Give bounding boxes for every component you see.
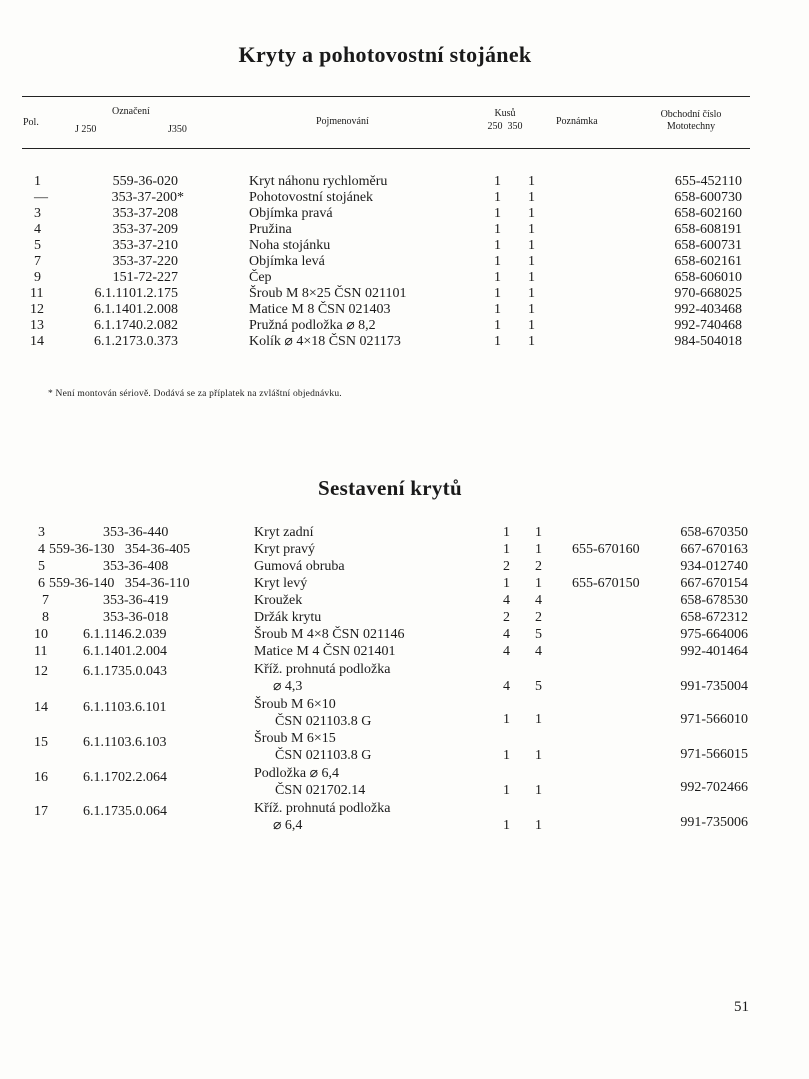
header-j350: J350	[168, 124, 187, 135]
row-pol: 5	[34, 238, 41, 253]
row-code: 353-37-210	[112, 238, 178, 253]
header-oznaceni: Označení	[112, 106, 150, 117]
row-k350: 1	[528, 190, 535, 205]
row-pol: 12	[30, 302, 44, 317]
row-name: Matice M 8 ČSN 021403	[249, 302, 391, 317]
row-k350: 1	[535, 783, 542, 798]
row-name: Noha stojánku	[249, 238, 331, 253]
row-number: 658-602160	[674, 206, 742, 221]
row-pol: —	[34, 190, 48, 205]
row-pol: 7	[42, 593, 49, 608]
row-k250: 1	[494, 286, 501, 301]
row-code: 353-37-208	[112, 206, 178, 221]
row-name: Objímka levá	[249, 254, 325, 269]
row-number: 984-504018	[674, 334, 742, 349]
row-name: Pohotovostní stojánek	[249, 190, 374, 205]
row-name: Podložka ⌀ 6,4	[254, 766, 340, 781]
row-k350: 1	[528, 222, 535, 237]
row-no350: 991-735006	[680, 815, 748, 830]
row-k250: 4	[503, 627, 510, 642]
row-name: Kryt levý	[254, 576, 308, 591]
row-code: 353-36-408	[103, 559, 169, 574]
row-name-line2: ČSN 021702.14	[275, 783, 366, 798]
row-k250: 1	[503, 525, 510, 540]
row-k350: 1	[535, 712, 542, 727]
row-no350: 971-566010	[680, 712, 748, 727]
row-pol: 11	[30, 286, 44, 301]
row-k350: 2	[535, 559, 542, 574]
row-k250: 1	[503, 748, 510, 763]
row-number: 655-452110	[674, 174, 742, 189]
row-name: Čep	[249, 270, 272, 285]
row-pol: 12	[34, 664, 48, 679]
row-name-line2: ⌀ 4,3	[273, 679, 303, 694]
row-number: 992-740468	[674, 318, 742, 333]
row-k250: 1	[503, 818, 510, 833]
row-no350: 975-664006	[680, 627, 748, 642]
row-k350: 1	[535, 748, 542, 763]
header-kusu-cols: 250 350	[487, 121, 523, 132]
row-k350: 4	[535, 644, 542, 659]
row-pol: 13	[30, 318, 44, 333]
row-code: 6.1.2173.0.373	[94, 334, 178, 349]
row-name: Kryt pravý	[254, 542, 316, 557]
row-number: 658-602161	[674, 254, 742, 269]
row-code: 6.1.1740.2.082	[94, 318, 178, 333]
header-j250: J 250	[75, 124, 97, 135]
row-k350: 1	[528, 302, 535, 317]
row-pol: 15	[34, 735, 48, 750]
row-pol: 4	[34, 222, 41, 237]
row-pol: 10	[34, 627, 48, 642]
row-name: Pružná podložka ⌀ 8,2	[249, 318, 376, 333]
row-no350: 658-678530	[680, 593, 748, 608]
row-code: 6.1.1702.2.064	[83, 770, 167, 785]
row-name: Kryt náhonu rychloměru	[249, 174, 388, 189]
row-k350: 1	[528, 174, 535, 189]
row-code: 6.1.1103.6.103	[83, 735, 167, 750]
row-k250: 1	[494, 174, 501, 189]
row-k350: 1	[535, 818, 542, 833]
table-header-rule	[22, 148, 750, 149]
row-code: 6.1.1735.0.043	[83, 664, 167, 679]
row-code: 353-37-220	[112, 254, 178, 269]
row-k250: 1	[494, 190, 501, 205]
row-k250: 1	[494, 206, 501, 221]
row-code: 6.1.1146.2.039	[83, 627, 167, 642]
row-name: Šroub M 8×25 ČSN 021101	[249, 286, 407, 301]
row-name: Objímka pravá	[249, 206, 333, 221]
row-k350: 1	[528, 334, 535, 349]
row-pol: 6	[38, 576, 45, 591]
row-code: 559-36-130 354-36-405	[49, 542, 191, 557]
row-no350: 934-012740	[680, 559, 748, 574]
row-name: Šroub M 6×15	[254, 731, 336, 746]
row-k350: 2	[535, 610, 542, 625]
row-number: 658-608191	[674, 222, 742, 237]
row-name: Držák krytu	[254, 610, 322, 625]
row-k350: 1	[528, 270, 535, 285]
row-k250: 1	[503, 542, 510, 557]
row-k250: 1	[494, 334, 501, 349]
row-pol: 14	[34, 700, 48, 715]
row-pol: 3	[38, 525, 45, 540]
row-code: 353-37-209	[112, 222, 178, 237]
row-code: 559-36-140 354-36-110	[49, 576, 190, 591]
row-pol: 17	[34, 804, 48, 819]
row-k250: 1	[494, 254, 501, 269]
row-no350: 992-702466	[680, 780, 748, 795]
row-name: Šroub M 6×10	[254, 697, 336, 712]
row-k250: 2	[503, 610, 510, 625]
row-pol: 9	[34, 270, 41, 285]
row-k250: 4	[503, 679, 510, 694]
row-k250: 4	[503, 593, 510, 608]
section-title: Sestavení krytů	[318, 476, 462, 500]
header-mototechny: Mototechny	[666, 121, 716, 132]
row-code: 6.1.1101.2.175	[94, 286, 178, 301]
row-name: Kříž. prohnutá podložka	[254, 662, 391, 677]
row-pol: 11	[34, 644, 48, 659]
row-number: 658-600730	[674, 190, 742, 205]
row-k250: 1	[503, 576, 510, 591]
row-k350: 4	[535, 593, 542, 608]
row-k350: 1	[528, 254, 535, 269]
row-k250: 1	[494, 302, 501, 317]
row-no350: 667-670163	[680, 542, 748, 557]
row-pol: 3	[34, 206, 41, 221]
row-name: Kříž. prohnutá podložka	[254, 801, 391, 816]
row-name-line2: ČSN 021103.8 G	[275, 748, 372, 763]
row-k350: 1	[528, 206, 535, 221]
row-pol: 16	[34, 770, 48, 785]
table-top-rule	[22, 96, 750, 97]
row-name: Gumová obruba	[254, 559, 345, 574]
row-name: Kryt zadní	[254, 525, 314, 540]
row-k350: 1	[528, 286, 535, 301]
row-pol: 1	[34, 174, 41, 189]
row-no250: 655-670160	[572, 542, 640, 557]
page-number: 51	[734, 999, 749, 1015]
row-no350: 971-566015	[680, 747, 748, 762]
row-k250: 1	[494, 270, 501, 285]
header-obchodni: Obchodní číslo	[660, 109, 722, 120]
row-pol: 7	[34, 254, 41, 269]
row-code: 353-36-440	[103, 525, 169, 540]
row-pol: 5	[38, 559, 45, 574]
row-k250: 1	[503, 712, 510, 727]
row-name: Kroužek	[254, 593, 303, 608]
row-k250: 2	[503, 559, 510, 574]
row-number: 992-403468	[674, 302, 742, 317]
footnote: * Není montován sériově. Dodává se za příplatek na zvláštní objednávku.	[48, 389, 342, 399]
row-name-line2: ⌀ 6,4	[273, 818, 303, 833]
row-number: 658-606010	[674, 270, 742, 285]
row-k350: 1	[528, 238, 535, 253]
row-k250: 1	[503, 783, 510, 798]
row-no350: 667-670154	[680, 576, 748, 591]
row-no350: 992-401464	[680, 644, 748, 659]
section-title: Kryty a pohotovostní stojánek	[238, 42, 532, 67]
header-kusu: Kusů	[494, 108, 516, 119]
row-name: Šroub M 4×8 ČSN 021146	[254, 627, 405, 642]
row-pol: 8	[42, 610, 49, 625]
row-code: 353-36-018	[103, 610, 169, 625]
row-k350: 5	[535, 679, 542, 694]
row-code: 6.1.1401.2.008	[94, 302, 178, 317]
row-name: Pružina	[249, 222, 292, 237]
row-k250: 1	[494, 238, 501, 253]
row-k350: 1	[535, 525, 542, 540]
header-pojmenovani: Pojmenování	[316, 116, 369, 127]
row-code: 151-72-227	[112, 270, 178, 285]
row-k350: 5	[535, 627, 542, 642]
row-k350: 1	[528, 318, 535, 333]
row-code: 6.1.1735.0.064	[83, 804, 167, 819]
row-name: Matice M 4 ČSN 021401	[254, 644, 396, 659]
row-number: 970-668025	[674, 286, 742, 301]
row-name: Kolík ⌀ 4×18 ČSN 021173	[249, 334, 401, 349]
row-number: 658-600731	[674, 238, 742, 253]
row-no250: 655-670150	[572, 576, 640, 591]
row-code: 559-36-020	[112, 174, 178, 189]
row-k350: 1	[535, 542, 542, 557]
row-name-line2: ČSN 021103.8 G	[275, 714, 372, 729]
row-no350: 658-670350	[680, 525, 748, 540]
row-code: 6.1.1103.6.101	[83, 700, 167, 715]
row-code: 353-37-200*	[111, 190, 184, 205]
row-code: 6.1.1401.2.004	[83, 644, 167, 659]
header-pol: Pol.	[23, 117, 39, 128]
row-no350: 991-735004	[680, 679, 748, 694]
header-poznamka: Poznámka	[556, 116, 598, 127]
row-code: 353-36-419	[103, 593, 169, 608]
row-k350: 1	[535, 576, 542, 591]
row-k250: 1	[494, 318, 501, 333]
row-k250: 1	[494, 222, 501, 237]
row-pol: 14	[30, 334, 44, 349]
row-pol: 4	[38, 542, 45, 557]
row-no350: 658-672312	[680, 610, 748, 625]
row-k250: 4	[503, 644, 510, 659]
